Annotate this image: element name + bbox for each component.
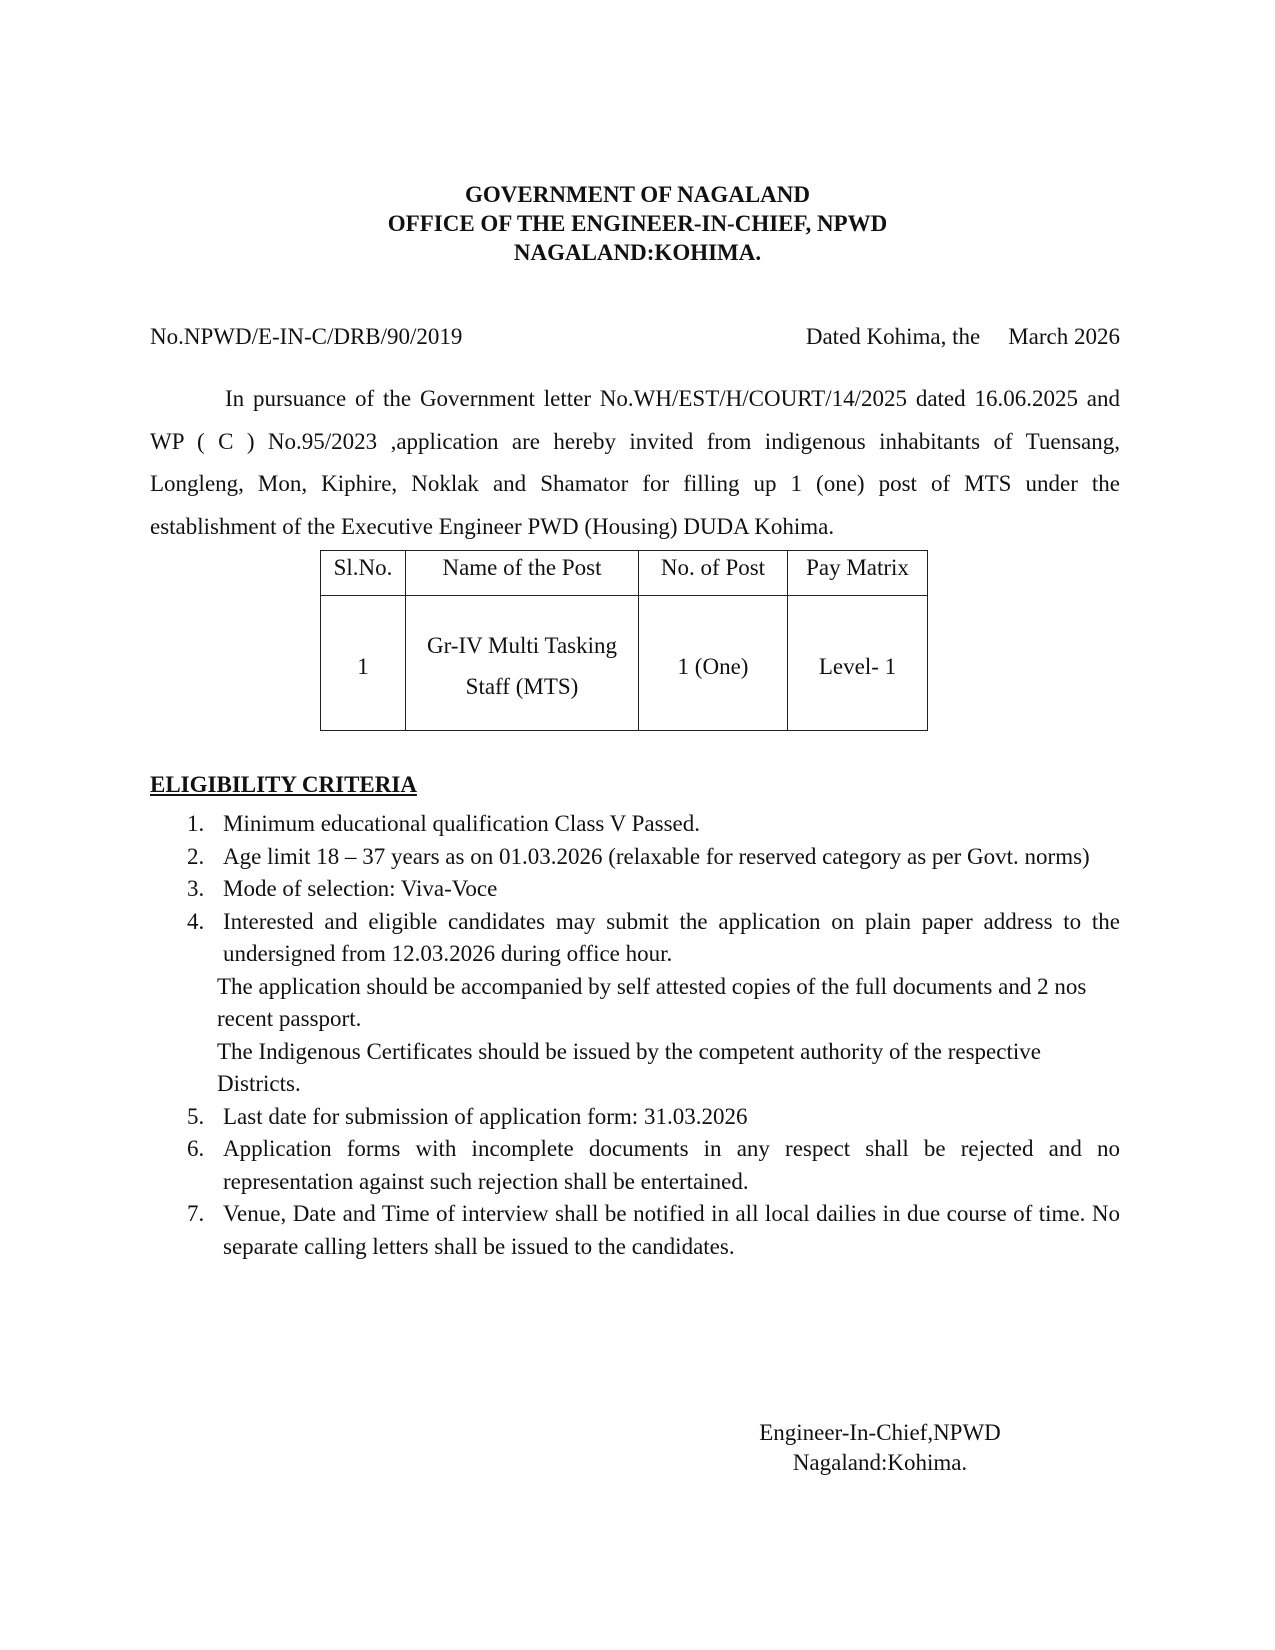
reference-number: No.NPWD/E-IN-C/DRB/90/2019 (150, 324, 463, 349)
list-item-text: Last date for submission of application form: 31.03.2026 (223, 1103, 748, 1129)
list-item (150, 1198, 1120, 1263)
table-header-cell: Pay Matrix (788, 551, 928, 596)
list-item-text: Venue, Date and Time of interview shall be notified in all local dailies in due course of time. No separate calling letters shall be issued to the candidates. (223, 1201, 1120, 1259)
eligibility-title: ELIGIBILITY CRITERIA (150, 772, 417, 797)
letterhead-line-office: OFFICE OF THE ENGINEER-IN-CHIEF, NPWD (387, 211, 888, 236)
signatory-location: Nagaland:Kohima. (792, 1450, 968, 1475)
signature-block (730, 1418, 1030, 1478)
list-item-text: Minimum educational qualification Class V Passed. (223, 811, 700, 836)
list-item-text: Application forms with incomplete documents in any respect shall be rejected and no representation against such rejection shall be entertained. (223, 1136, 1120, 1194)
post-name-text: Gr-IV Multi Tasking Staff (MTS) (426, 633, 618, 699)
list-item-number: 4. (187, 908, 205, 934)
cell-pay-matrix: Level- 1 (788, 596, 928, 731)
list-item-number: 1. (187, 811, 205, 836)
list-item (150, 873, 1120, 906)
list-item (150, 1133, 1120, 1198)
list-item-text: Interested and eligible candidates may submit the application on plain paper address to the undersigned from 12.03.2026 during office hour. (223, 908, 1120, 966)
dated-month: March 2026 (1008, 324, 1120, 349)
cell-post-name (406, 596, 639, 731)
intro-paragraph: In pursuance of the Government letter No.WH/EST/H/COURT/14/2025 dated 16.06.2025 and WP ( C ) No.95/2023 ,application are hereby invited from indigenous inhabitants of Tuensang, Longleng, Mon, Kiphire, Noklak and Shamator for filling up 1 (one) post of MTS under the establishment of the Executive Engineer PWD (Housing) DUDA Kohima. (150, 386, 1120, 539)
list-item (150, 808, 1120, 841)
signatory-designation: Engineer-In-Chief,NPWD (759, 1420, 1001, 1445)
table-row (321, 596, 928, 731)
dated-prefix: Dated Kohima, the (805, 324, 981, 349)
table-header-cell: No. of Post (639, 551, 788, 596)
letterhead-line-location: NAGALAND:KOHIMA. (513, 240, 762, 265)
cell-no-of-post: 1 (One) (639, 596, 788, 731)
list-item (150, 906, 1120, 971)
table-header-row (321, 551, 928, 596)
table-header-cell: Name of the Post (406, 551, 639, 596)
list-item-number: 7. (187, 1201, 205, 1226)
posts-table (320, 550, 928, 731)
list-item (150, 1101, 1120, 1134)
application-documents-note: The application should be accompanied by self attested copies of the full documents and 2 nos recent passport. (217, 973, 1087, 1031)
dated-line (806, 322, 1120, 352)
letterhead (0, 180, 1275, 267)
cell-sl-no: 1 (321, 596, 406, 731)
list-item-number: 2. (187, 843, 205, 869)
list-item-number: 5. (187, 1103, 205, 1129)
list-item-text: Mode of selection: Viva-Voce (223, 876, 498, 901)
list-item-number: 3. (187, 876, 205, 901)
list-item-number: 6. (187, 1136, 205, 1161)
list-item-text: Age limit 18 – 37 years as on 01.03.2026 (relaxable for reserved category as per Govt. norms) (223, 843, 1090, 869)
list-item (150, 841, 1120, 874)
eligibility-list (150, 808, 1120, 1263)
table-header-cell: Sl.No. (321, 551, 406, 596)
indigenous-certificate-note: The Indigenous Certificates should be issued by the competent authority of the respective Districts. (217, 1038, 1041, 1096)
letterhead-line-government: GOVERNMENT OF NAGALAND (464, 182, 810, 207)
